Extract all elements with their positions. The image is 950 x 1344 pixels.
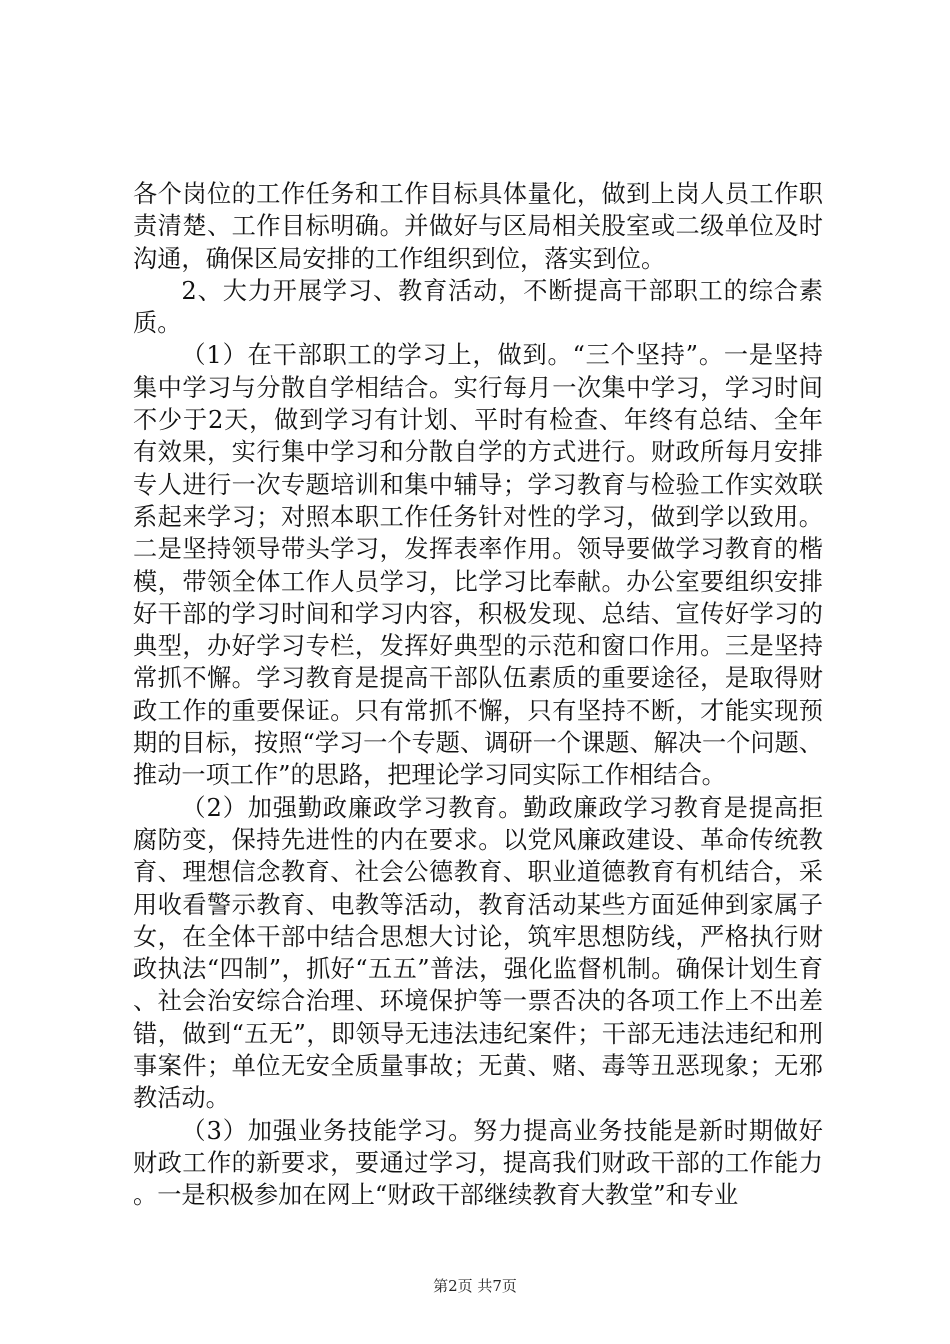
- paragraph-4: （2）加强勤政廉政学习教育。勤政廉政学习教育是提高拒腐防变，保持先进性的内在要求。以党风廉政建设、革命传统教育、理想信念教育、社会公德教育、职业道德教育有机结合，采用收看警示教育、电教等活动，教育活动某些方面延伸到家属子女，在全体干部中结合思想大讨论，筑牢思想防线，严格执行财政执法“四制”，抓好“五五”普法，强化监督机制。确保计划生育、社会治安综合治理、环境保护等一票否决的各项工作上不出差错，做到“五无”，即领导无违法违纪案件；干部无违法违纪和刑事案件；单位无安全质量事故；无黄、赌、毒等丑恶现象；无邪教活动。: [133, 793, 823, 1113]
- paragraph-2: 2、大力开展学习、教育活动，不断提高干部职工的综合素质。: [133, 276, 823, 338]
- body-text: [133, 178, 823, 1212]
- page-number-footer: 第2页 共7页: [433, 1277, 517, 1295]
- paragraph-3: （1）在干部职工的学习上，做到。“三个坚持”。一是坚持集中学习与分散自学相结合。实行每月一次集中学习，学习时间不少于2天，做到学习有计划、平时有检查、年终有总结、全年有效果，实行集中学习和分散自学的方式进行。财政所每月安排专人进行一次专题培训和集中辅导；学习教育与检验工作实效联系起来学习；对照本职工作任务针对性的学习，做到学以致用。二是坚持领导带头学习，发挥表率作用。领导要做学习教育的楷模，带领全体工作人员学习，比学习比奉献。办公室要组织安排好干部的学习时间和学习内容，积极发现、总结、宣传好学习的典型，办好学习专栏，发挥好典型的示范和窗口作用。三是坚持常抓不懈。学习教育是提高干部队伍素质的重要途径，是取得财政工作的重要保证。只有常抓不懈，只有坚持不断，才能实现预期的目标，按照“学习一个专题、调研一个课题、解决一个问题、推动一项工作”的思路，把理论学习同实际工作相结合。: [133, 341, 823, 790]
- paragraph-5: （3）加强业务技能学习。努力提高业务技能是新时期做好财政工作的新要求，要通过学习，提高我们财政干部的工作能力。一是积极参加在网上“财政干部继续教育大教堂”和专业: [133, 1116, 823, 1210]
- paragraph-1: 各个岗位的工作任务和工作目标具体量化，做到上岗人员工作职责清楚、工作目标明确。并做好与区局相关股室或二级单位及时沟通，确保区局安排的工作组织到位，落实到位。: [133, 180, 823, 273]
